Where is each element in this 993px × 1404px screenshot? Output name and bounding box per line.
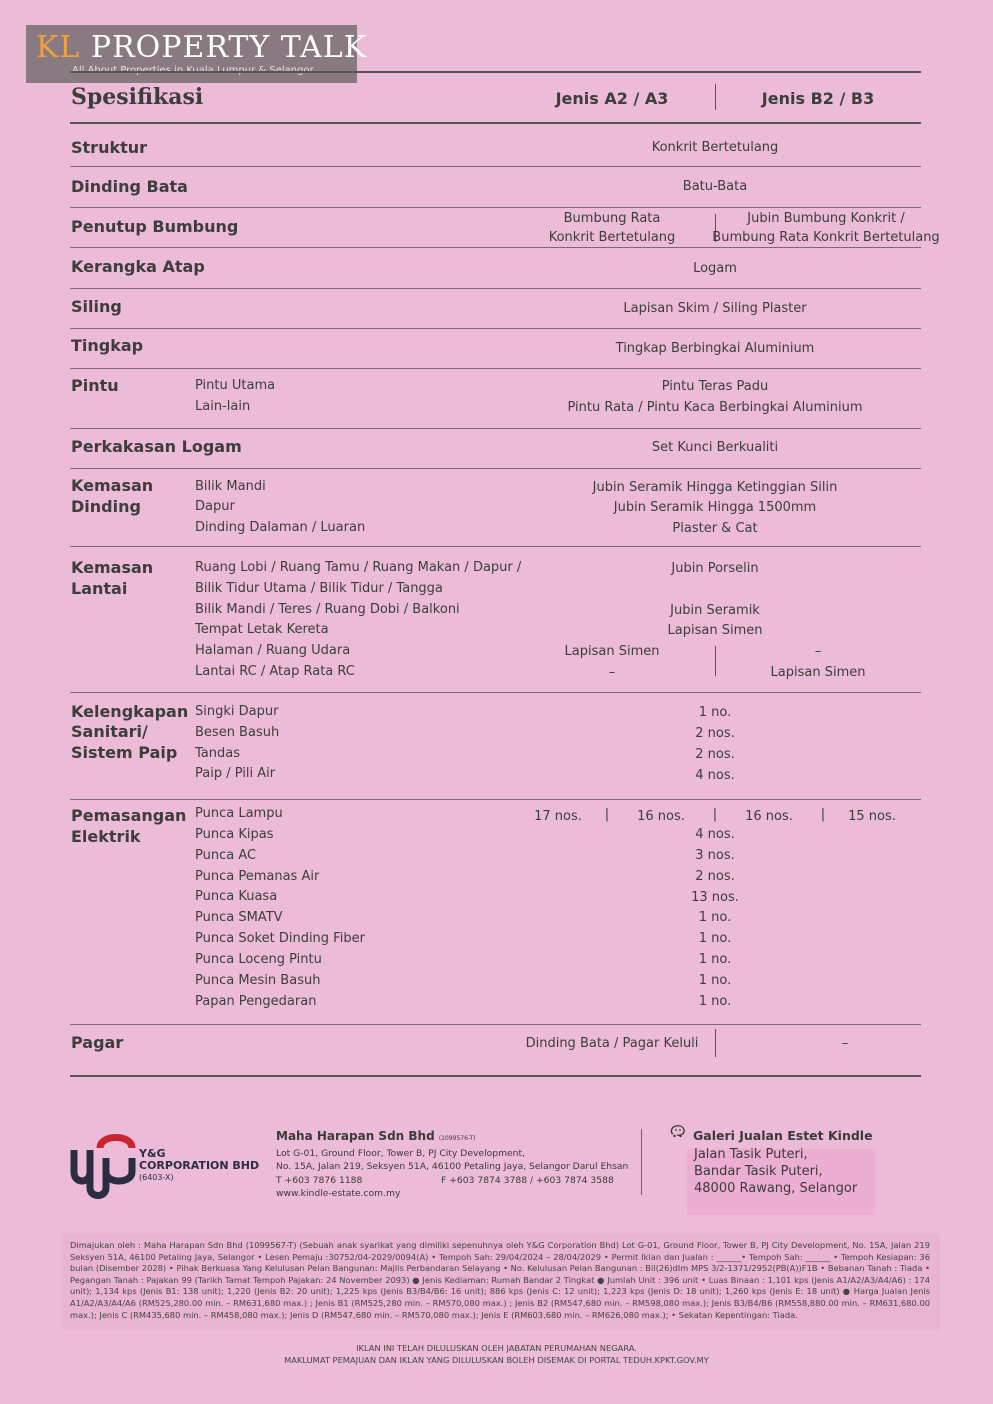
divider	[70, 247, 921, 248]
sub-label-tandas: Tandas	[195, 746, 240, 761]
sub-label-el-5: Punca Kuasa	[195, 889, 278, 904]
value-kl-4: Lapisan Simen	[667, 623, 763, 638]
bottom-rule	[70, 1075, 921, 1077]
row-label-dinding-bata: Dinding Bata	[71, 177, 188, 196]
sub-label-kl-4: Tempat Letak Kereta	[195, 622, 329, 637]
value-kl-5b: –	[814, 644, 822, 659]
divider	[70, 288, 921, 289]
row-label-kemasan-dinding-2: Dinding	[71, 497, 141, 516]
row-label-struktur: Struktur	[71, 138, 148, 157]
company-tel: T +603 7876 1188	[276, 1175, 363, 1186]
footer-divider	[641, 1129, 642, 1195]
sub-label-kl-2: Bilik Tidur Utama / Bilik Tidur / Tangga	[195, 581, 443, 596]
value-el-6: 1 no.	[698, 910, 732, 925]
value-siling: Lapisan Skim / Siling Plaster	[623, 301, 807, 316]
column-divider	[715, 646, 716, 676]
row-label-kemasan-lantai-2: Lantai	[71, 579, 128, 598]
divider	[70, 328, 921, 329]
value-lampu-4: 15 nos.	[848, 809, 896, 824]
value-struktur: Konkrit Bertetulang	[651, 140, 779, 155]
value-sanitari-3: 2 nos.	[695, 747, 735, 762]
value-kd-2: Jubin Seramik Hingga 1500mm	[613, 500, 817, 515]
page-title: Spesifikasi	[71, 84, 204, 110]
sub-label-el-6: Punca SMATV	[195, 910, 283, 925]
value-el-4: 2 nos.	[695, 869, 735, 884]
company-name: Maha Harapan Sdn Bhd (1099576-T)	[276, 1129, 476, 1143]
value-penutup-b1: Jubin Bumbung Konkrit /	[747, 211, 905, 226]
row-label-elektrik-2: Elektrik	[71, 827, 141, 846]
column-divider	[715, 1029, 716, 1057]
row-label-penutup-bumbung: Penutup Bumbung	[71, 217, 239, 236]
value-lampu-3: 16 nos.	[745, 809, 793, 824]
value-kl-6a: –	[608, 665, 616, 680]
sub-label-lain-lain: Lain-lain	[195, 399, 251, 414]
value-el-3: 3 nos.	[695, 848, 735, 863]
sub-label-el-9: Punca Mesin Basuh	[195, 973, 321, 988]
row-label-kemasan-dinding-1: Kemasan	[71, 476, 154, 495]
divider	[70, 207, 921, 208]
sub-label-el-10: Papan Pengedaran	[195, 994, 317, 1009]
watermark-title: KL PROPERTY TALK	[36, 30, 368, 65]
row-label-kemasan-lantai-1: Kemasan	[71, 558, 154, 577]
sub-label-paip: Paip / Pili Air	[195, 766, 276, 781]
divider	[70, 546, 921, 547]
row-label-sanitari-3: Sistem Paip	[71, 743, 178, 762]
header-rule	[70, 122, 921, 124]
value-kl-1: Jubin Porselin	[671, 561, 759, 576]
divider	[70, 428, 921, 429]
value-lampu-1: 17 nos.	[534, 809, 582, 824]
value-tingkap: Tingkap Berbingkai Aluminium	[615, 341, 815, 356]
value-perkakasan-logam: Set Kunci Berkualiti	[651, 440, 779, 455]
row-label-elektrik-1: Pemasangan	[71, 806, 187, 825]
value-lampu-2: 16 nos.	[637, 809, 685, 824]
column-header-a: Jenis A2 / A3	[555, 89, 669, 108]
value-penutup-a1: Bumbung Rata	[563, 211, 661, 226]
divider	[70, 166, 921, 167]
company-address-2: No. 15A, Jalan 219, Seksyen 51A, 46100 Petaling Jaya, Selangor Darul Ehsan	[276, 1161, 629, 1172]
sub-label-kl-6: Lantai RC / Atap Rata RC	[195, 664, 355, 679]
row-label-sanitari-2: Sanitari/	[71, 722, 148, 741]
tick-divider: |	[820, 807, 826, 822]
footer-line-1: IKLAN INI TELAH DILULUSKAN OLEH JABATAN PERUMAHAN NEGARA.	[356, 1343, 637, 1353]
gallery-line-1: Jalan Tasik Puteri,	[694, 1147, 808, 1162]
sub-label-pintu-utama: Pintu Utama	[195, 378, 276, 393]
value-el-7: 1 no.	[698, 931, 732, 946]
divider	[70, 1024, 921, 1025]
disclaimer-text: Dimajukan oleh : Maha Harapan Sdn Bhd (1099567-T) (Sebuah anak syarikat yang dimiliki sepenuhnya oleh Y&G Corporation Bhd) Lot G-01, Ground Floor, Tower B, PJ City Development, No. 15A, Jalan 219 Seksyen 51A, 46100 Petaling Jaya, Selangor • Lesen Pemaju :30752/04-2029/0094(A) • Tempoh Sah: 29/04/2024 – 28/04/2029 • Permit Iklan dan Jualan : ______• Tempoh Sah: ______ • Tempoh Kesiapan: 36 bulan (Disember 2028) • Pihak Berkuasa Yang Kelulusan Pelan Bangunan: Majlis Perbandaran Selayang • No. Kelulusan Pelan Bangunan : Bil(26)dlm MPS 3/2-1371/2952(PB(A))F1B • Bebanan Tanah : Tiada • Pegangan Tanah : Pajakan 99 (Tarikh Tamat Tempoh Pajakan: 24 November 2093) ● Jenis Kediaman: Rumah Bandar 2 Tingkat ● Jumlah Unit : 396 unit • Luas Binaan : 1,101 kps (Jenis A1/A2/A3/A4/A6) : 174 unit); 1,134 kps (Jenis B1: 138 unit); 1,220 (Jenis B2: 20 unit); 1,225 kps (Jenis B3/B4/B6: 16 unit); 886 kps (Jenis C: 12 unit); 1,223 kps (Jenis D: 18 unit); 1,260 kps (Jenis E: 18 unit) ● Harga Jualan Jenis A1/A2/A3/A4/A6 (RM525,280.00 min. – RM631,680 max.) ; Jenis B1 (RM525,280 min. – RM570,080 max.) ; Jenis B2 (RM547,680 min. – RM598,080 max.); Jenis B3/B4/B6 (RM558,880.00 min. – RM631,680.00 max.); Jenis C (RM435,680 min. – RM458,080 max.); Jenis D (RM547,680 min. – RM570,080 max.); Jenis E (RM603,680 min. – RM626,080 max.); • Sekatan Kepentingan: Tiada.	[70, 1240, 930, 1320]
gallery-line-2: Bandar Tasik Puteri,	[694, 1164, 823, 1179]
sub-label-el-2: Punca Kipas	[195, 827, 274, 842]
row-label-tingkap: Tingkap	[71, 336, 144, 355]
value-kerangka-atap: Logam	[693, 261, 737, 276]
tick-divider: |	[712, 807, 718, 822]
gallery-line-3: 48000 Rawang, Selangor	[694, 1181, 858, 1196]
sub-label-el-1: Punca Lampu	[195, 806, 283, 821]
company-fax: F +603 7874 3788 / +603 7874 3588	[441, 1175, 614, 1186]
sub-label-singki: Singki Dapur	[195, 704, 279, 719]
top-rule	[70, 71, 921, 73]
company-address-1: Lot G-01, Ground Floor, Tower B, PJ City Development,	[276, 1148, 526, 1159]
value-sanitari-4: 4 nos.	[695, 768, 735, 783]
value-pagar-b: –	[841, 1036, 849, 1051]
value-el-5: 13 nos.	[691, 890, 739, 905]
divider	[70, 692, 921, 693]
waze-icon	[670, 1124, 686, 1138]
value-el-2: 4 nos.	[695, 827, 735, 842]
company-website: www.kindle-estate.com.my	[276, 1188, 401, 1199]
sub-label-el-7: Punca Soket Dinding Fiber	[195, 931, 365, 946]
value-kl-6b: Lapisan Simen	[770, 665, 866, 680]
sub-label-kl-3: Bilik Mandi / Teres / Ruang Dobi / Balkoni	[195, 602, 460, 617]
row-label-perkakasan-logam: Perkakasan Logam	[71, 437, 242, 456]
value-el-9: 1 no.	[698, 973, 732, 988]
logo-corp: CORPORATION BHD	[139, 1159, 260, 1172]
value-pagar-a: Dinding Bata / Pagar Keluli	[525, 1036, 699, 1051]
footer-line-2: MAKLUMAT PEMAJUAN DAN IKLAN YANG DILULUSKAN BOLEH DISEMAK DI PORTAL TEDUH.KPKT.GOV.MY	[284, 1355, 709, 1365]
header-divider	[715, 84, 716, 110]
sub-label-el-8: Punca Loceng Pintu	[195, 952, 322, 967]
sub-label-dinding-dalaman: Dinding Dalaman / Luaran	[195, 520, 366, 535]
value-penutup-a2: Konkrit Bertetulang	[548, 230, 676, 245]
sub-label-el-4: Punca Pemanas Air	[195, 869, 320, 884]
row-label-pintu: Pintu	[71, 376, 119, 395]
value-kd-1: Jubin Seramik Hingga Ketinggian Silin	[592, 480, 838, 495]
row-label-pagar: Pagar	[71, 1033, 124, 1052]
yg-logo-icon	[70, 1128, 136, 1200]
value-kl-5a: Lapisan Simen	[564, 644, 660, 659]
sub-label-dapur: Dapur	[195, 499, 235, 514]
sub-label-el-3: Punca AC	[195, 848, 257, 863]
value-dinding-bata: Batu-Bata	[682, 179, 748, 194]
value-kd-3: Plaster & Cat	[672, 521, 758, 536]
logo-reg: (6403-X)	[139, 1173, 174, 1182]
value-kl-3: Jubin Seramik	[670, 603, 760, 618]
sub-label-besen: Besen Basuh	[195, 725, 280, 740]
column-header-b: Jenis B2 / B3	[761, 89, 875, 108]
divider	[70, 468, 921, 469]
row-label-kerangka-atap: Kerangka Atap	[71, 257, 205, 276]
row-label-siling: Siling	[71, 297, 122, 316]
value-pintu-lain: Pintu Rata / Pintu Kaca Berbingkai Aluminium	[567, 400, 863, 415]
row-label-sanitari-1: Kelengkapan	[71, 702, 189, 721]
value-sanitari-1: 1 no.	[698, 705, 732, 720]
tick-divider: |	[604, 807, 610, 822]
divider	[70, 799, 921, 800]
value-el-10: 1 no.	[698, 994, 732, 1009]
sub-label-kl-1: Ruang Lobi / Ruang Tamu / Ruang Makan / Dapur /	[195, 560, 522, 575]
value-penutup-b2: Bumbung Rata Konkrit Bertetulang	[712, 230, 940, 245]
sub-label-bilik-mandi: Bilik Mandi	[195, 479, 266, 494]
sub-label-kl-5: Halaman / Ruang Udara	[195, 643, 351, 658]
value-sanitari-2: 2 nos.	[695, 726, 735, 741]
gallery-title: Galeri Jualan Estet Kindle	[693, 1128, 873, 1143]
logo-name: Y&G	[139, 1147, 166, 1160]
value-el-8: 1 no.	[698, 952, 732, 967]
value-pintu-utama: Pintu Teras Padu	[661, 379, 769, 394]
divider	[70, 368, 921, 369]
